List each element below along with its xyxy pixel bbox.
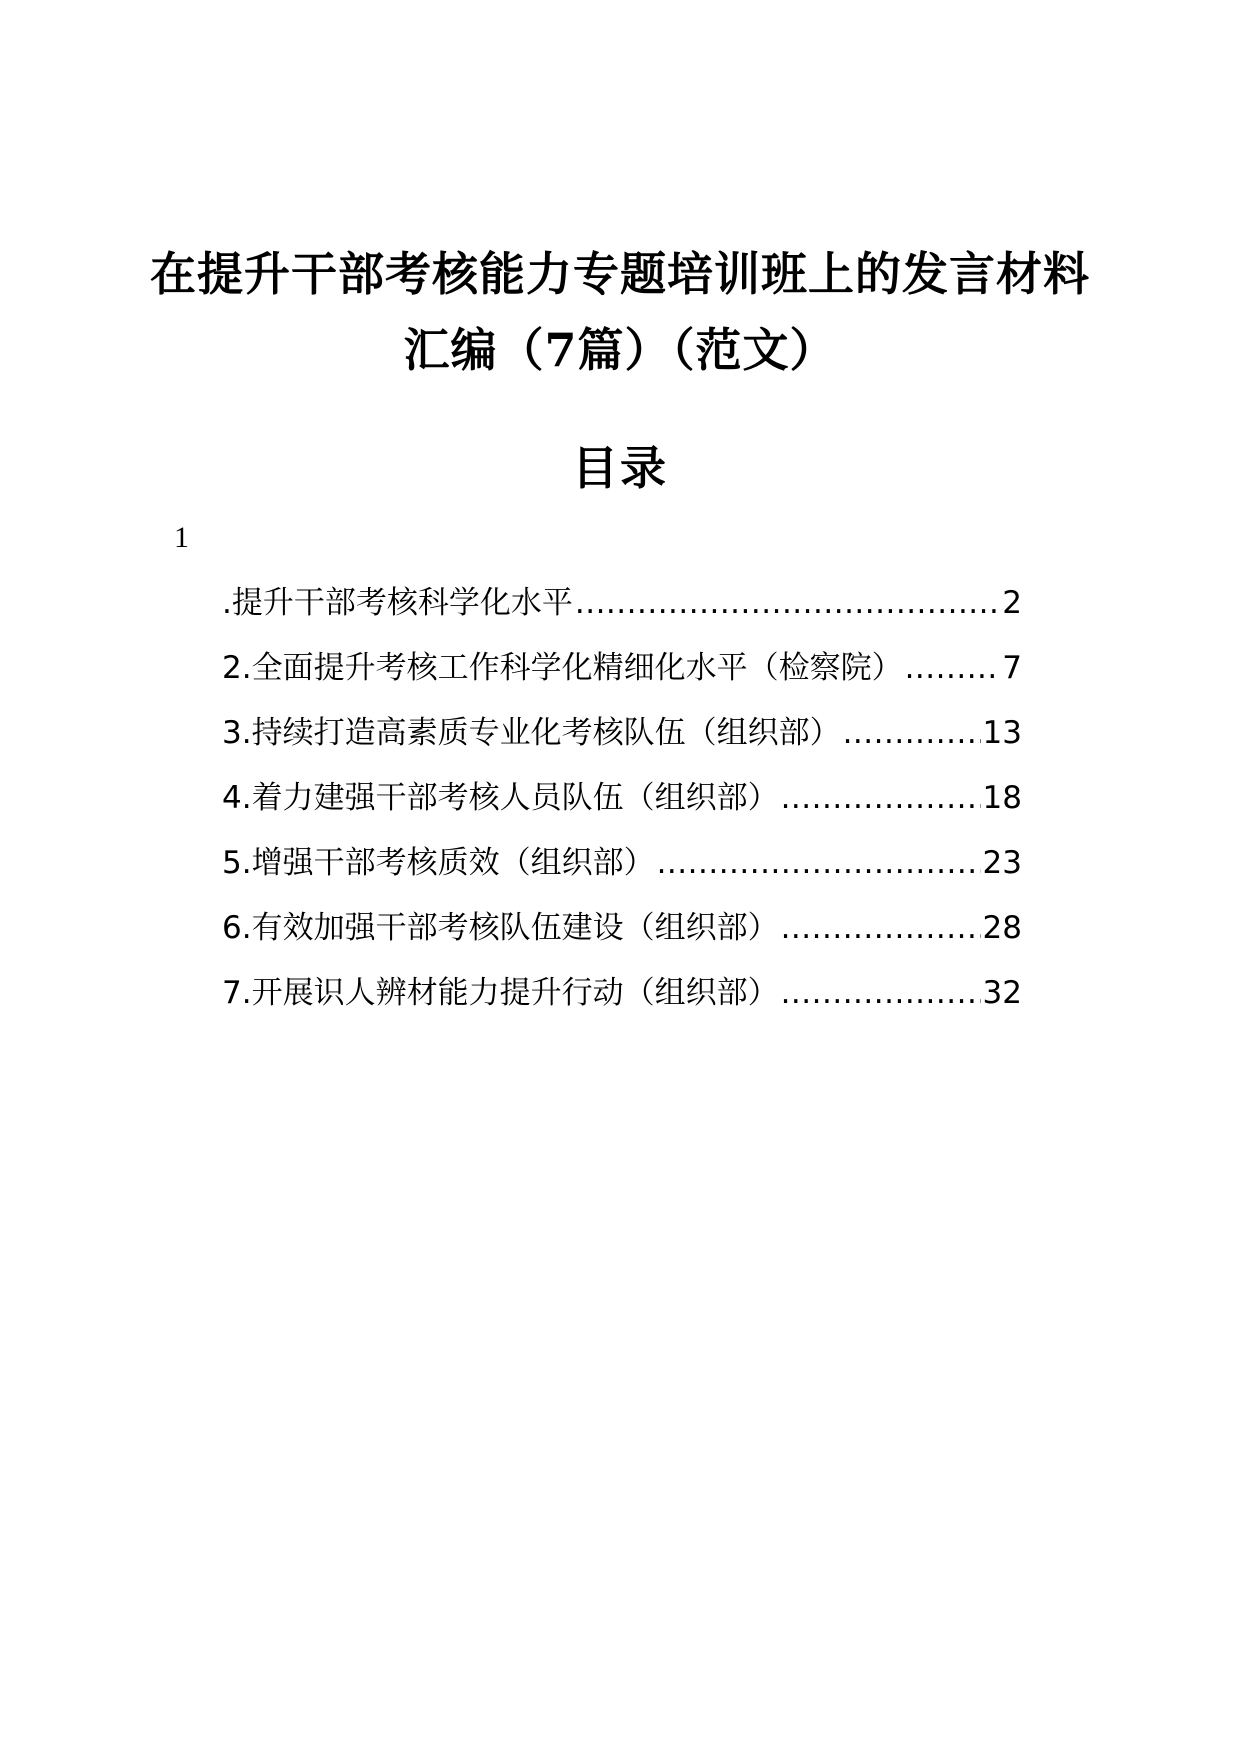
table-of-contents <box>222 578 1022 1033</box>
toc-dot-leader <box>575 578 1000 628</box>
toc-dot-leader <box>905 643 1001 693</box>
toc-dot-leader <box>657 838 981 888</box>
toc-entry-1[interactable] <box>222 578 1022 643</box>
toc-dot-leader <box>843 708 981 758</box>
toc-entry-label: 7.开展识人辨材能力提升行动（组织部） <box>222 975 779 1011</box>
toc-entry-label: 2.全面提升考核工作科学化精细化水平（检察院） <box>222 650 903 686</box>
document-title <box>0 236 1240 388</box>
toc-dot-leader <box>781 968 981 1018</box>
toc-entry-page: 2 <box>1002 585 1022 621</box>
toc-entry-label: 3.持续打造高素质专业化考核队伍（组织部） <box>222 715 841 751</box>
toc-entry-page: 18 <box>982 780 1022 816</box>
toc-entry-page: 23 <box>982 845 1022 881</box>
toc-entry-3[interactable] <box>222 708 1022 773</box>
toc-entry-7[interactable] <box>222 968 1022 1033</box>
toc-entry-4[interactable] <box>222 773 1022 838</box>
toc-entry-label: .提升干部考核科学化水平 <box>222 585 573 621</box>
toc-entry-page: 32 <box>982 975 1022 1011</box>
toc-entry-page: 13 <box>982 715 1022 751</box>
document-title-line-2: 汇编（7篇）（范文） <box>403 323 837 377</box>
toc-entry-2[interactable] <box>222 643 1022 708</box>
toc-entry-page: 7 <box>1002 650 1022 686</box>
toc-dot-leader <box>781 903 981 953</box>
document-title-line-1: 在提升干部考核能力专题培训班上的发言材料 <box>150 247 1090 301</box>
toc-entry-label: 5.增强干部考核质效（组织部） <box>222 845 655 881</box>
toc-dot-leader <box>781 773 981 823</box>
toc-heading: 目录 <box>572 441 668 495</box>
stray-page-number: 1 <box>174 521 189 554</box>
toc-entry-label: 4.着力建强干部考核人员队伍（组织部） <box>222 780 779 816</box>
toc-entry-page: 28 <box>982 910 1022 946</box>
toc-entry-6[interactable] <box>222 903 1022 968</box>
toc-entry-label: 6.有效加强干部考核队伍建设（组织部） <box>222 910 779 946</box>
toc-entry-5[interactable] <box>222 838 1022 903</box>
